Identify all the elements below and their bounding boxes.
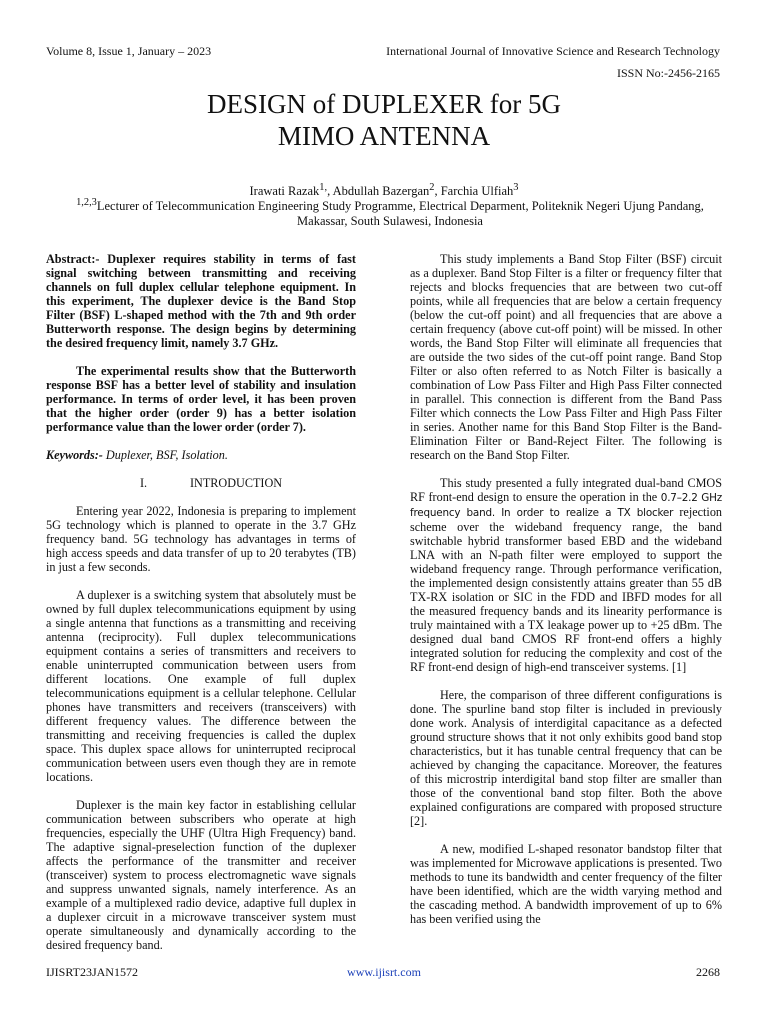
title-line-1: DESIGN of DUPLEXER for 5G xyxy=(207,89,561,119)
author-3-sup: 3 xyxy=(513,182,519,193)
author-1-sup: 1, xyxy=(319,182,328,193)
author-2-sup: 2 xyxy=(429,182,435,193)
cmos-paragraph-rest: rejection scheme over the wideband frequency range, the band switchable hybrid transformer based EBD and the wideband LNA with an N-path filter were employed to support the wideband frequency range. Through performance verification, the implemented design consistently attains greater than 55 dB TX-RX isolation or SIC in the FDD and IBFD modes for all the measured frequency bands and its linearity performance is truly maintained with a TX leakage power up to +25 dBm. The designed dual band CMOS RF front-end offers a highly integrated solution for reducing the complexity and cost of the RF front-end design of high-end transceiver systems. [1] xyxy=(410,505,723,674)
keywords-label: Keywords:- xyxy=(46,448,103,462)
right-column xyxy=(410,252,722,940)
author-3: , Farchia Ulfiah xyxy=(434,184,514,199)
abstract-paragraph-2: The experimental results show that the Butterworth response BSF has a better level of stability and insulation performance. In terms of order level, it has been proven that the higher order (order 9) has a better isolation performance value than the lower order (order 7). xyxy=(46,364,356,434)
keywords-text: Duplexer, BSF, Isolation. xyxy=(102,448,228,462)
affiliation xyxy=(70,195,710,229)
left-column xyxy=(46,252,356,966)
affiliation-line-2: Makassar, South Sulawesi, Indonesia xyxy=(297,214,483,229)
journal-name: International Journal of Innovative Science and Research Technology xyxy=(386,44,720,58)
section-number: I. xyxy=(140,476,148,490)
keywords xyxy=(46,448,356,462)
cmos-paragraph-band: 0.7–2.2 GHz frequency band. In order to realize a TX blocker xyxy=(410,492,722,519)
footer-paper-code: IJISRT23JAN1572 xyxy=(46,965,138,979)
section-title: INTRODUCTION xyxy=(190,476,283,490)
intro-paragraph-3: Duplexer is the main key factor in establishing cellular communication between subscribers who operate at high frequencies, especially the UHF (Ultra High Frequency) band. The adaptive signal-preselection function of the duplexer affects the performance of the transmitter and receiver (transceiver) system to process electromagnetic wave signals and suppress unwanted signals, namely interference. As an example of a multiplexed radio device, adaptive full duplex in a duplexer circuit in a microwave transceiver system must operate simultaneously and dynamically according to the desired frequency band. xyxy=(46,798,356,952)
title-line-2: MIMO ANTENNA xyxy=(277,121,491,151)
affiliation-line-1: Lecturer of Telecommunication Engineering Study Programme, Electrical Deparment, Politeknik Negeri Ujung Pandang, xyxy=(96,199,704,214)
intro-paragraph-2: A duplexer is a switching system that absolutely must be owned by full duplex telecommunications equipment by using a single antenna that functions as a transmitting and receiving antenna (reciprocity). Full duplex telecommunications equipment contains a series of transmitters and receivers to enable uninterrupted communication between users from different locations. One example of full duplex telecommunications equipment is a cellular telephone. Cellular phones have transmitters and receivers (transceivers) with different frequency values. The difference between the transmitting and receiving frequencies is called the duplex space. This duplex space allows for uninterrupted reciprocal communication between users even though they are in remote locations. xyxy=(46,588,356,784)
bsf-paragraph: This study implements a Band Stop Filter (BSF) circuit as a duplexer. Band Stop Filter is a filter or frequency filter that rejects and blocks frequencies that are between two cut-off points, while all frequencies that are below a certain frequency (below the cut-off point) and all frequencies that are above a certain frequency (above cut-off point) will be missed. In other words, the Band Stop Filter will eliminate all frequencies that are outside the two sides of the cut-off point range. Band Stop Filter or also often referred to as Notch Filter is basically a combination of Low Pass Filter and High Pass Filter connected in parallel. This connection is different from the Band Pass Filter which connects the Low Pass Filter and High Pass Filter in series. Another name for this Band Stop Filter is the Band-Elimination Filter or Band-Reject Filter. The following is research on the Band Stop Filter. xyxy=(410,252,722,462)
footer-url-link[interactable]: www.ijisrt.com xyxy=(347,965,421,979)
section-heading xyxy=(46,476,356,490)
volume-issue: Volume 8, Issue 1, January – 2023 xyxy=(46,44,212,58)
l-shaped-paragraph: A new, modified L-shaped resonator bandstop filter that was implemented for Microwave applications is presented. Two methods to tune its bandwidth and center frequency of the filter have been identified, which are the width varying method and the cascading method. A bandwidth improvement of up to 6% has been verified using the xyxy=(410,842,722,926)
issn: ISSN No:-2456-2165 xyxy=(616,66,720,80)
author-1: Irawati Razak xyxy=(249,184,320,199)
author-2: , Abdullah Bazergan xyxy=(327,184,430,199)
affiliation-sup: 1,2,3 xyxy=(76,197,97,208)
page-number: 2268 xyxy=(696,965,720,979)
abstract-paragraph-1: Abstract:- Duplexer requires stability in terms of fast signal switching between transmitting and receiving channels on full duplex cellular telephone equipment. In this experiment, The duplexer device is the Band Stop Filter (BSF) L-shaped method with the 7th and 9th order Butterworth response. The design begins by determining the desired frequency limit, namely 3.7 GHz. xyxy=(46,252,356,350)
intro-paragraph-1: Entering year 2022, Indonesia is preparing to implement 5G technology which is planned to operate in the 3.7 GHz frequency band. 5G technology has advantages in terms of high access speeds and data transfer of up to 20 terabytes (TB) in just a few seconds. xyxy=(46,504,356,574)
cmos-paragraph-start: This study presented a fully integrated dual-band CMOS RF front-end design to ensure the operation in the xyxy=(410,476,722,504)
paper-title xyxy=(0,88,768,152)
cmos-paragraph xyxy=(410,476,722,674)
comparison-paragraph: Here, the comparison of three different configurations is done. The spurline band stop filter is included in previously done work. Analysis of interdigital capacitance as a defected ground structure shows that it not only exhibits good band stop characteristics, but it has tunable central frequency that can be achieved by changing the capacitance. Moreover, the features of this microstrip interdigital band stop filter are smaller than those of the conventional band stop filter. Both the above explained configurations are compared with proposed structure [2]. xyxy=(410,688,722,828)
